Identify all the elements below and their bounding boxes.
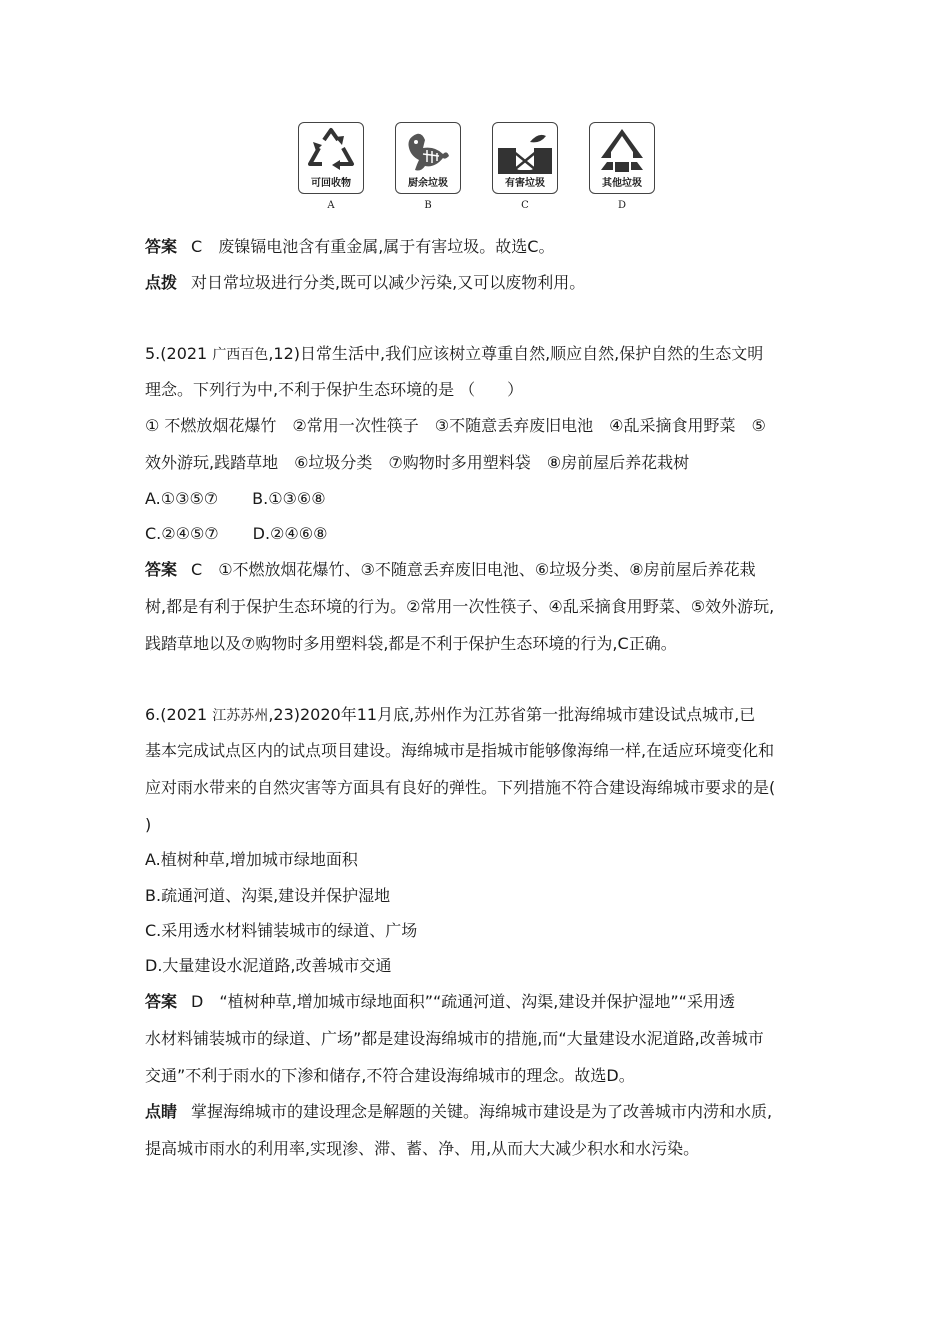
hazardous-waste-sign: [492, 122, 558, 194]
answer-label: 答案: [145, 992, 178, 1011]
q5-items-line: 效外游玩,践踏草地 ⑥垃圾分类 ⑦购物时多用塑料袋 ⑧房前屋后养花栽树: [145, 453, 690, 472]
stem-text: 日常生活中,我们应该树立尊重自然,顺应自然,保护自然的生态文明: [300, 344, 764, 363]
q6-tip: [145, 1102, 772, 1122]
option-b: B.①③⑥⑧: [252, 489, 326, 508]
q5-answer-line: 树,都是有利于保护生态环境的行为。②常用一次性筷子、④乱采摘食用野菜、⑤效外游玩,: [145, 597, 775, 616]
icon-caption: 厨余垃圾: [408, 178, 448, 189]
q6-stem-line: [145, 705, 755, 726]
icon-letter: C: [521, 200, 529, 211]
q6-option-b: B.疏通河道、沟渠,建设并保护湿地: [145, 886, 391, 905]
q6-answer: [145, 992, 735, 1012]
option-d: D.②④⑥⑧: [252, 524, 328, 543]
q5-options-row: [145, 489, 326, 509]
tip-text: 对日常垃圾进行分类,既可以减少污染,又可以废物利用。: [191, 273, 586, 292]
q5-stem-line: 理念。下列行为中,不利于保护生态环境的是 （ ）: [145, 380, 524, 399]
answer-text: C 废镍镉电池含有重金属,属于有害垃圾。故选C。: [191, 237, 555, 256]
q6-option-a: A.植树种草,增加城市绿地面积: [145, 850, 358, 869]
tip-label: 点拨: [145, 273, 178, 292]
recyclable-sign: [298, 122, 364, 194]
hazard-battery-icon: [496, 126, 554, 176]
icon-letter: D: [617, 200, 627, 211]
option-a: A.①③⑤⑦: [145, 489, 219, 508]
q6-stem-line: 应对雨水带来的自然灾害等方面具有良好的弹性。下列措施不符合建设海绵城市要求的是(: [145, 778, 776, 797]
source-close: ,23): [268, 705, 300, 724]
answer-text: C ①不燃放烟花爆竹、③不随意丢弃废旧电池、⑥垃圾分类、⑧房前屋后养花栽: [191, 560, 756, 579]
answer-label: 答案: [145, 560, 178, 579]
tip-text: 掌握海绵城市的建设理念是解题的关键。海绵城市建设是为了改善城市内涝和水质,: [191, 1102, 773, 1121]
q4-answer: [145, 237, 554, 257]
q6-option-d: D.大量建设水泥道路,改善城市交通: [145, 956, 392, 975]
icon-letter: B: [424, 200, 432, 211]
q6-answer-line: 水材料铺装城市的绿道、广场”都是建设海绵城市的措施,而“大量建设水泥道路,改善城市: [145, 1029, 764, 1048]
q5-stem-line: [145, 344, 763, 365]
fish-bone-icon: [399, 126, 457, 176]
q6-tip-line: 提高城市雨水的利用率,实现渗、滞、蓄、净、用,从而大大减少积水和水污染。: [145, 1139, 700, 1158]
stem-text: 2020年11月底,苏州作为江苏省第一批海绵城市建设试点城市,已: [300, 705, 756, 724]
q4-tip: [145, 273, 585, 293]
icon-caption: 其他垃圾: [602, 178, 642, 189]
q5-items-line: ① 不燃放烟花爆竹 ②常用一次性筷子 ③不随意丢弃废旧电池 ④乱采摘食用野菜 ⑤: [145, 416, 766, 435]
answer-label: 答案: [145, 237, 178, 256]
tip-label: 点睛: [145, 1102, 178, 1121]
icon-caption: 可回收物: [311, 178, 351, 189]
recycle-icon: [302, 126, 360, 176]
source-open: (2021: [160, 344, 213, 363]
q5-options-row: [145, 524, 327, 544]
question-number: 5.: [145, 344, 161, 363]
question-number: 6.: [145, 705, 161, 724]
source-place: 江苏苏州: [212, 708, 269, 724]
icon-letter: A: [327, 200, 335, 211]
icon-caption: 有害垃圾: [505, 178, 545, 189]
q5-answer: [145, 560, 756, 580]
option-c: C.②④⑤⑦: [145, 524, 219, 543]
q6-answer-line: 交通”不利于雨水的下渗和储存,不符合建设海绵城市的理念。故选D。: [145, 1066, 635, 1085]
q5-answer-line: 践踏草地以及⑦购物时多用塑料袋,都是不利于保护生态环境的行为,C正确。: [145, 634, 677, 653]
source-open: (2021: [160, 705, 213, 724]
other-waste-sign: [589, 122, 655, 194]
source-close: ,12): [268, 344, 300, 363]
kitchen-waste-sign: [395, 122, 461, 194]
q6-stem-line: 基本完成试点区内的试点项目建设。海绵城市是指城市能够像海绵一样,在适应环境变化和: [145, 741, 775, 760]
source-place: 广西百色: [212, 347, 269, 363]
waste-sorting-icons: [296, 122, 656, 214]
q6-stem-line: ): [145, 815, 152, 834]
answer-text: D “植树种草,增加城市绿地面积”“疏通河道、沟渠,建设并保护湿地”“采用透: [191, 992, 735, 1011]
q6-option-c: C.采用透水材料铺装城市的绿道、广场: [145, 921, 418, 940]
other-waste-icon: [593, 126, 651, 176]
